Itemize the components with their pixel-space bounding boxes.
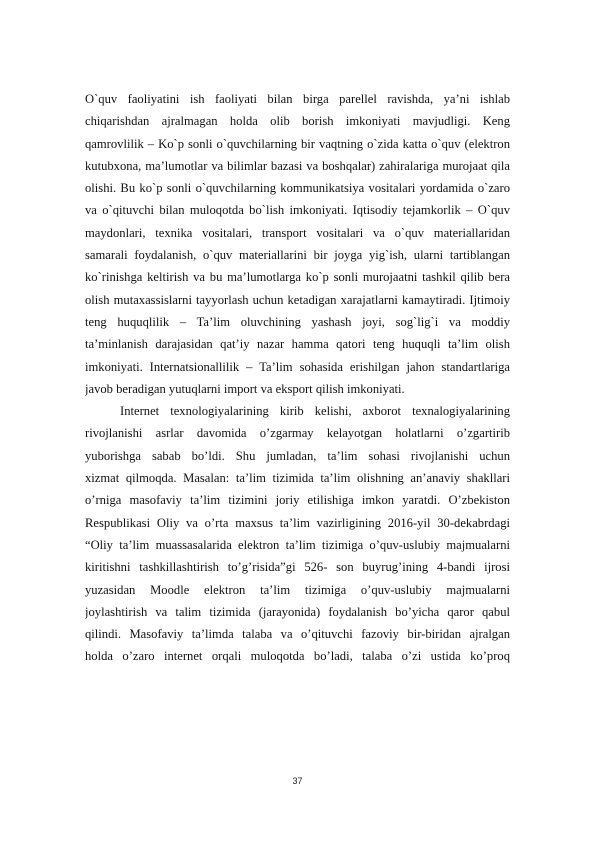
text-line: qamrovlilik – Ko`p sonli o`quvchilarning bir vaqtning o`zida katta o`quv (elektron [85, 136, 510, 151]
text-line: yuzasidan Moodle elektron ta’lim tizimiga o’quv-uslubiy majmualarni [85, 582, 510, 597]
text-line: ko`rinishga keltirish va bu ma’lumotlarga ko`p sonli murojaatni tashkil qilib bera [85, 270, 510, 285]
text-line: joylashtirish va talim tizimida (jarayonida) foydalanish bo’yicha qaror qabul [85, 604, 510, 619]
text-line: qilindi. Masofaviy ta’limda talaba va o’qituvchi fazoviy bir-biridan ajralgan [85, 627, 510, 642]
text-line: Respublikasi Oliy va o’rta maxsus ta’lim vazirligining 2016-yil 30-dekabrdagi [85, 515, 510, 530]
text-line: xizmat qilmoqda. Masalan: ta’lim tizimida ta’lim olishning an’anaviy shakllari [85, 471, 510, 486]
text-line: yuborishga sabab bo’ldi. Shu jumladan, ta’lim sohasi rivojlanishi uchun [85, 448, 510, 463]
text-line: javob beradigan yutuqlarni import va eksport qilish imkoniyati. [85, 381, 405, 396]
page-number: 37 [292, 776, 303, 786]
text-line: “Oliy ta’lim muassasalarida elektron ta’lim tizimiga o’quv-uslubiy majmualarni [85, 537, 510, 552]
text-line: imkoniyati. Internatsionallilik – Ta’lim sohasida erishilgan jahon standartlariga [85, 359, 510, 374]
text-line: chiqarishdan ajralmagan holda olib borish imkoniyati mavjudligi. Keng [85, 114, 510, 129]
text-line: olish mutaxassislarni tayyorlash uchun ketadigan xarajatlarni kamaytiradi. Ijtimoiy [85, 292, 510, 307]
text-line: kiritishni tashkillashtirish to’g’risida”gi 526- son buyrug’ining 4-bandi ijrosi [85, 560, 510, 575]
text-line: maydonlari, texnika vositalari, transport vositalari va o`quv materiallaridan [85, 225, 510, 240]
body-text [85, 88, 510, 668]
text-line: O`quv faoliyatini ish faoliyati bilan birga parellel ravishda, ya’ni ishlab [85, 92, 510, 106]
text-line: o’rniga masofaviy ta’lim tizimini joriy etilishiga imkon yaratdi. O’zbekiston [85, 493, 510, 508]
text-line: samarali foydalanish, o`quv materiallarini bir joyga yig`ish, ularni tartiblangan [85, 248, 510, 263]
text-line: kutubxona, ma’lumotlar va bilimlar bazasi va boshqalar) zahiralariga murojaat qila [85, 158, 510, 173]
text-line: holda o’zaro internet orqali muloqotda bo’ladi, talaba o’zi ustida ko’proq [85, 649, 510, 664]
text-line: olishi. Bu ko`p sonli o`quvchilarning kommunikatsiya vositalari yordamida o`zaro [85, 181, 510, 196]
text-line: ta’minlanish darajasidan qat’iy nazar hamma qatori teng huquqli ta’lim olish [85, 337, 510, 352]
text-line: va o`qituvchi bilan muloqotda bo`lish imkoniyati. Iqtisodiy tejamkorlik – O`quv [85, 203, 510, 218]
text-line: rivojlanishi asrlar davomida o’zgarmay kelayotgan holatlarni o’zgartirib [85, 426, 510, 441]
text-line: teng huquqlilik – Ta’lim oluvchining yashash joyi, sog`lig`i va moddiy [85, 314, 510, 329]
paragraph-first-line: Internet texnologiyalarining kirib kelishi, axborot texnalogiyalarining [120, 404, 510, 419]
